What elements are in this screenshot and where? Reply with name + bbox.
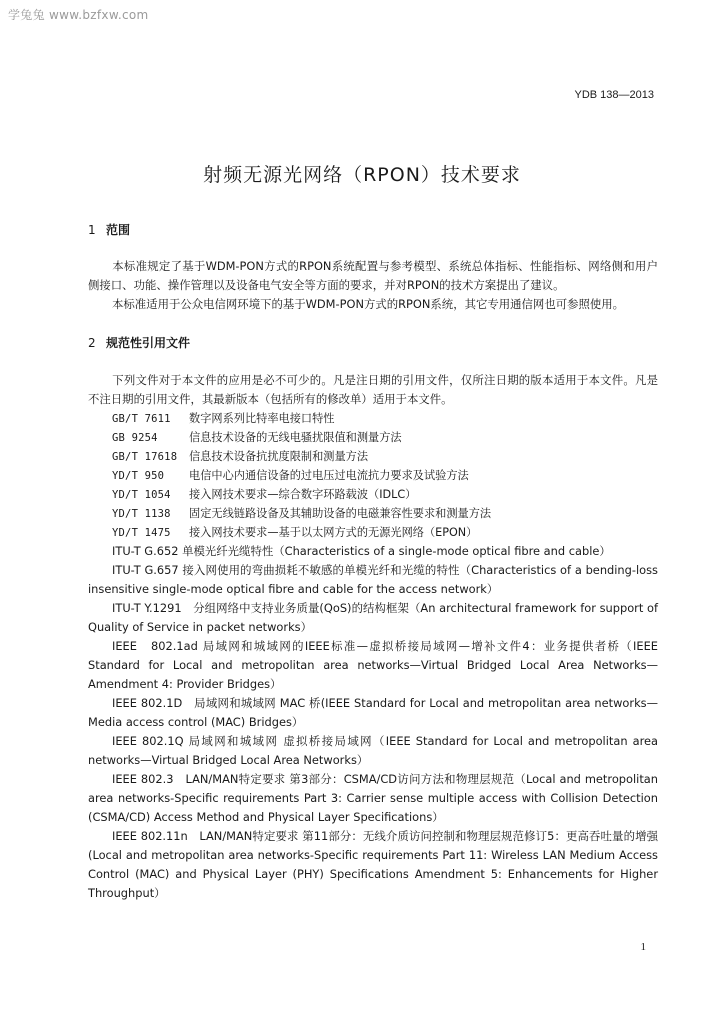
reference-text: IEEE 802.1D 局域网和城域网 MAC 桥(IEEE Standard for Local and metropolitan area networks—Media access control (MAC) Bridges）: [88, 696, 658, 729]
document-title: 射频无源光网络（RPON）技术要求: [203, 164, 521, 186]
reference-code: GB/T 17618: [112, 451, 178, 463]
reference-item: [112, 505, 491, 521]
section-1-heading: [88, 221, 130, 238]
reference-code: YD/T 1475: [112, 527, 171, 539]
reference-item-ieee-8023: [88, 770, 658, 827]
scope-paragraph-2: [88, 295, 658, 314]
reference-code: GB 9254: [112, 432, 158, 444]
reference-text: IEEE 802.3 LAN/MAN特定要求 第3部分：CSMA/CD访问方法和物理层规范（Local and metropolitan area networks-Specific requirements Part 3: Carrier sense multiple access with Collision Detection (CSMA/CD) Access Method and Physical Layer Specifications）: [88, 772, 658, 824]
reference-item-itu-g657: [88, 561, 658, 599]
reference-title: 信息技术设备的无线电骚扰限值和测量方法: [189, 431, 402, 444]
reference-item: [112, 524, 477, 540]
references-intro-text: 下列文件对于本文件的应用是必不可少的。凡是注日期的引用文件，仅所注日期的版本适用于本文件。凡是不注日期的引用文件，其最新版本（包括所有的修改单）适用于本文件。: [88, 373, 658, 406]
reference-title: 固定无线链路设备及其辅助设备的电磁兼容性要求和测量方法: [189, 507, 492, 520]
reference-item-ieee-80211n: [88, 827, 658, 903]
standard-number: YDB 138—2013: [574, 89, 654, 101]
reference-text: IEEE 802.1ad 局域网和城域网的IEEE标准—虚拟桥接局域网—增补文件4：业务提供者桥（IEEE Standard for Local and metropolitan area networks—Virtual Bridged Local Area Networks—Amendment 4: Provider Bridges）: [88, 639, 658, 691]
reference-text: IEEE 802.11n LAN/MAN特定要求 第11部分：无线介质访问控制和物理层规范修订5：更高吞吐量的增强(Local and metropolitan area networks-Specific requirements Part 11: Wireless LAN Medium Access Control (MAC) and Physical Layer (PHY) Specifications Amendment 5: Enhancements for Higher Throughput）: [88, 829, 658, 900]
reference-item: [112, 429, 402, 445]
section-1-title: 范围: [106, 223, 131, 237]
section-1-number: 1: [88, 223, 96, 237]
reference-item-ieee-8021ad: [88, 637, 658, 694]
reference-item: [112, 410, 334, 426]
reference-text: IEEE 802.1Q 局域网和城域网 虚拟桥接局域网（IEEE Standard for Local and metropolitan area networks—Virtual Bridged Local Area Networks）: [88, 734, 658, 767]
reference-code: YD/T 1138: [112, 508, 171, 520]
reference-item-itu-g652: [88, 542, 658, 561]
reference-item-ieee-8021q: [88, 732, 658, 770]
reference-title: 接入网技术要求—基于以太网方式的无源光网络（EPON）: [189, 526, 478, 539]
reference-item-itu-y1291: [88, 599, 658, 637]
watermark: 学兔兔 www.bzfxw.com: [8, 8, 149, 22]
reference-code: YD/T 950: [112, 470, 165, 482]
scope-text-1: 本标准规定了基于WDM-PON方式的RPON系统配置与参考模型、系统总体指标、性能指标、网络侧和用户侧接口、功能、操作管理以及设备电气安全等方面的要求，并对RPON的技术方案提出了建议。: [88, 259, 658, 292]
section-2-title: 规范性引用文件: [106, 336, 191, 350]
scope-paragraph-1: [88, 257, 658, 295]
reference-code: GB/T 7611: [112, 413, 171, 425]
page-number: 1: [640, 941, 646, 953]
reference-title: 数字网系列比特率电接口特性: [189, 412, 335, 425]
reference-item: [112, 448, 368, 464]
section-2-number: 2: [88, 336, 96, 350]
section-2-heading: [88, 334, 190, 351]
reference-title: 接入网技术要求—综合数字环路载波（IDLC）: [189, 488, 417, 501]
reference-text: ITU-T G.657 接入网使用的弯曲损耗不敏感的单模光纤和光缆的特性（Characteristics of a bending-loss insensitive single-mode optical fibre and cable for the access network）: [88, 563, 658, 596]
references-intro: [88, 371, 658, 409]
reference-text: ITU-T G.652 单模光纤光缆特性（Characteristics of a single-mode optical fibre and cable）: [112, 544, 611, 558]
scope-text-2: 本标准适用于公众电信网环境下的基于WDM-PON方式的RPON系统，其它专用通信网也可参照使用。: [112, 297, 625, 311]
reference-code: YD/T 1054: [112, 489, 171, 501]
reference-item: [112, 467, 469, 483]
reference-item: [112, 486, 416, 502]
reference-text: ITU-T Y.1291 分组网络中支持业务质量(QoS)的结构框架（An architectural framework for support of Quality of Service in packet networks）: [88, 601, 658, 634]
reference-title: 电信中心内通信设备的过电压过电流抗力要求及试验方法: [189, 469, 469, 482]
reference-item-ieee-8021d: [88, 694, 658, 732]
reference-title: 信息技术设备抗扰度限制和测量方法: [189, 450, 369, 463]
